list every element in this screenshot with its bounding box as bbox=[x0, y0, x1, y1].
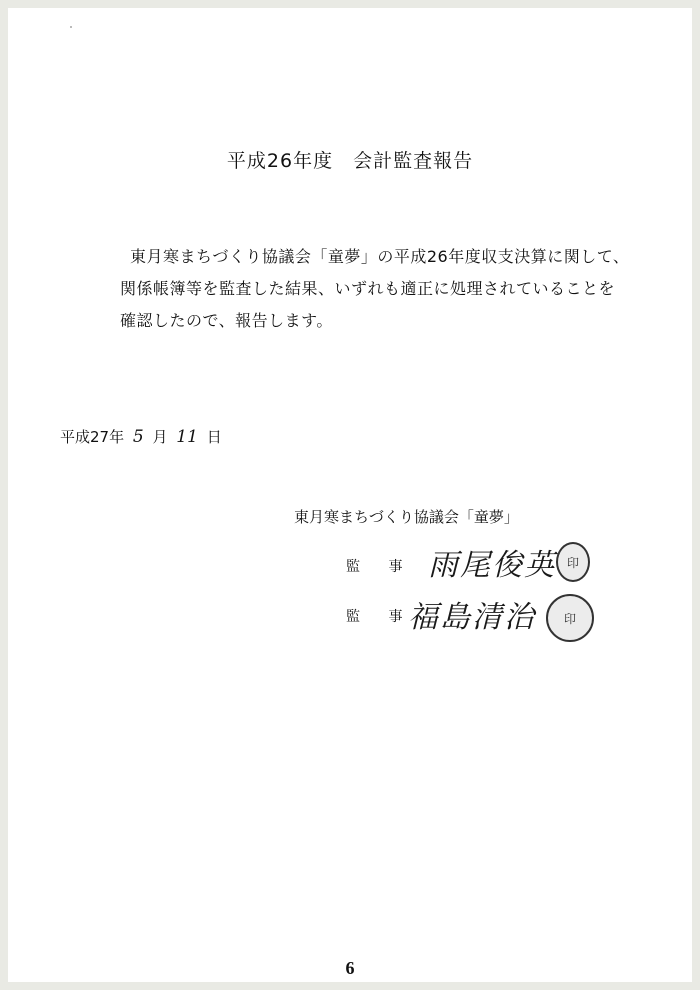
auditor-signature-2: 福島清治 bbox=[408, 600, 536, 635]
document-page bbox=[8, 8, 692, 982]
auditor-role-2: 監 事 bbox=[346, 609, 415, 625]
body-line-2: 関係帳簿等を監査した結果、いずれも適正に処理されていることを bbox=[120, 279, 616, 298]
body-line-3: 確認したので、報告します。 bbox=[120, 311, 333, 330]
body-line-1: 東月寒まちづくり協議会「童夢」の平成26年度収支決算に関して、 bbox=[130, 247, 630, 266]
date-era-year: 平成27年 bbox=[60, 428, 125, 446]
seal-stamp-2: 印 bbox=[546, 594, 594, 642]
report-date bbox=[60, 426, 222, 447]
date-month-unit: 月 bbox=[152, 428, 168, 446]
date-day-handwritten: 11 bbox=[176, 427, 198, 447]
scan-speck bbox=[70, 26, 72, 28]
organization-name: 東月寒まちづくり協議会「童夢」 bbox=[294, 508, 519, 526]
auditor-signature-1: 雨尾俊英 bbox=[428, 548, 556, 583]
report-title: 平成26年度 会計監査報告 bbox=[226, 150, 474, 172]
date-day-unit: 日 bbox=[206, 428, 222, 446]
auditor-role-1: 監 事 bbox=[346, 559, 415, 575]
page-number: 6 bbox=[345, 958, 355, 978]
seal-stamp-1: 印 bbox=[556, 542, 590, 582]
date-month-handwritten: 5 bbox=[132, 427, 144, 447]
